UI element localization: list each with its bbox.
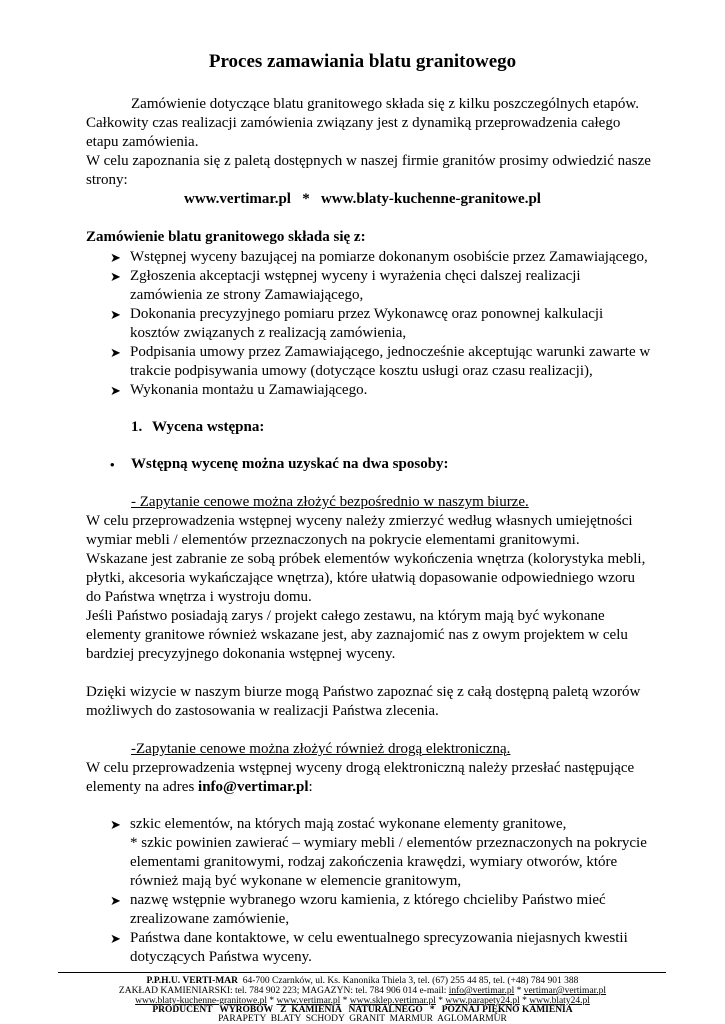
online-subheading: -Zapytanie cenowe można złożyć również drogą elektroniczną. — [131, 741, 511, 757]
online-line-1: W celu przeprowadzenia wstępnej wyceny drogą elektroniczną należy przesłać następujące — [86, 760, 635, 776]
office-line: Jeśli Państwo posiadają zarys / projekt całego zestawu, na którym mają być wykonane — [86, 608, 605, 624]
office-line: W celu przeprowadzenia wstępnej wyceny należy zmierzyć według własnych umiejętności — [86, 513, 633, 529]
online-line-2: elementy na adres info@vertimar.pl: — [86, 779, 313, 795]
arrow-bullet-icon: ➤ — [110, 383, 121, 398]
bullet-dot-icon: • — [110, 457, 115, 472]
arrow-bullet-icon: ➤ — [110, 269, 121, 284]
visit-line: Dzięki wizycie w naszym biurze mogą Państwo zapoznać się z całą dostępną paletą wzorów — [86, 684, 641, 700]
footer-web-link[interactable]: www.blaty-kuchenne-granitowe.pl — [135, 996, 267, 1006]
section-number: 1. — [131, 419, 143, 435]
arrow-bullet-icon: ➤ — [110, 345, 121, 360]
footer-products-line: PARAPETY BLATY SCHODY GRANIT MARMUR AGLOMARMUR — [218, 1014, 507, 1024]
intro-line-1: Zamówienie dotyczące blatu granitowego składa się z kilku poszczególnych etapów. — [131, 96, 640, 112]
footer-email-link[interactable]: info@vertimar.pl — [448, 986, 515, 996]
office-line: wymiar mebli / elementów przeznaczonych na pokrycie elementami granitowymi. — [86, 532, 580, 548]
footer-producer-line: PRODUCENT WYROBÓW Z KAMIENIA NATURALNEGO * POZNAJ PIĘKNO KAMIENIA — [152, 1005, 573, 1015]
footer-company-line: P.P.H.U. VERTI-MAR 64-700 Czarnków, ul. Ks. Kanonika Thiela 3, tel. (67) 255 44 85, tel. (+48) 784 901 388 — [146, 976, 579, 986]
arrow-bullet-icon: ➤ — [110, 250, 121, 265]
office-line: Wskazane jest zabranie ze sobą próbek elementów wykończenia wnętrza (kolorystyka mebli, — [86, 551, 646, 567]
visit-line: możliwych do zastosowania w realizacji Państwa zlecenia. — [86, 703, 439, 719]
document-title: Proces zamawiania blatu granitowego — [208, 51, 517, 72]
intro-line-2: Całkowity czas realizacji zamówienia związany jest z dynamiką przeprowadzenia całego — [86, 115, 621, 131]
steps-heading: Zamówienie blatu granitowego składa się z: — [86, 229, 366, 245]
intro-line-5: strony: — [86, 172, 128, 188]
office-line: do Państwa wnętrza i wystroju domu. — [86, 589, 312, 605]
arrow-bullet-icon: ➤ — [110, 817, 121, 832]
office-line: bardziej precyzyjnego dokonania wstępnej wyceny. — [86, 646, 396, 662]
office-line: elementy granitowe również wskazane jest, aby zaznajomić nas z owym projektem w celu — [86, 627, 628, 643]
office-line: płytki, akcesoria wykańczające wnętrza), które ułatwią dopasowanie odpowiedniego wzoru — [86, 570, 635, 586]
website-links[interactable]: www.vertimar.pl * www.blaty-kuchenne-granitowe.pl — [184, 191, 541, 207]
bullet-heading: Wstępną wycenę można uzyskać na dwa sposoby: — [131, 456, 449, 472]
arrow-bullet-icon: ➤ — [110, 931, 121, 946]
footer-contact-line: ZAKŁAD KAMIENIARSKI: tel. 784 902 223; MAGAZYN: tel. 784 906 014 e-mail: info@vertimar.pl * vertimar@vertimar.pl — [118, 986, 607, 996]
footer-web-link[interactable]: www.parapety24.pl — [445, 996, 520, 1006]
intro-line-4: W celu zapoznania się z paletą dostępnych w naszej firmie granitów prosimy odwiedzić nasze — [86, 153, 651, 169]
footer-web-link[interactable]: www.sklep.vertimar.pl — [349, 996, 436, 1006]
email-link[interactable]: info@vertimar.pl — [198, 779, 309, 795]
section-heading: Wycena wstępna: — [152, 419, 265, 435]
document-page: Proces zamawiania blatu granitowego Zamówienie dotyczące blatu granitowego składa się z kilku poszczególnych etapów. Całkowity czas realizacji zamówienia związany jest z dynamiką przeprowadzenia całego etapu zamówienia. W celu zapoznania się z paletą dostępnych w naszej firmie granitów prosimy odwiedzić nasze strony: www.vertimar.pl * www.blaty-kuchenne-granitowe.pl Zamówienie blatu granitowego składa się z: ➤ Wstępnej wyceny bazującej na pomiarze dokonanym osobiście przez Zamawiającego, ➤ Zgłoszenia akceptacji wstępnej wyceny i wyrażenia chęci dalszej realizacji zamówienia ze strony Zamawiającego, ➤ Dokonania precyzyjnego pomiaru przez Wykonawcę oraz ponownej kalkulacji kosztów związanych z realizacją zamówienia, ➤ Podpisania umowy przez Zamawiającego, jednocześnie akceptując warunki zawarte w trakcie podpisywania umowy (dotyczące kosztu usługi oraz czasu realizacji), ➤ Wykonania montażu u Zamawiającego. 1. Wycena wstępna: • Wstępną wycenę można uzyskać na dwa sposoby: - Zapytanie cenowe można złożyć bezpośrednio w naszym biurze. W celu przeprowadzenia wstępnej wyceny należy zmierzyć według własnych umiejętności wymiar mebli / elementów przeznaczonych na pokrycie elementami granitowymi. Wskazane jest zabranie ze sobą próbek elementów wykończenia wnętrza (kolorystyka mebli, płytki, akcesoria wykańczające wnętrza), które ułatwią dopasowanie odpowiedniego wzoru do Państwa wnętrza i wystroju domu. Jeśli Państwo posiadają zarys / projekt całego zestawu, na którym mają być wykonane elementy granitowe również wskazane jest, aby zaznajomić nas z owym projektem w celu bardziej precyzyjnego dokonania wstępnej wyceny. Dzięki wizycie w naszym biurze mogą Państwo zapoznać się z całą dostępną paletą wzorów możliwych do zastosowania w realizacji Państwa zlecenia. -Zapytanie cenowe można złożyć również drogą elektroniczną. W celu przeprowadzenia wstępnej wyceny drogą elektroniczną należy przesłać następujące elementy na adres info@vertimar.pl: ➤ szkic elementów, na których mają zostać wykonane elementy granitowe, * szkic powinien zawierać – wymiary mebli / elementów przeznaczonych na pokrycie elementami granitowymi, rodzaj zakończenia krawędzi, wymiary otworów, które również mają być wykonane w elemencie granitowym, ➤ nazwę wstępnie wybranego wzoru kamienia, z którego chcieliby Państwo mieć zrealizowane zamówienie, ➤ Państwa dane kontaktowe, w celu ewentualnego sprecyzowania niejasnych kwestii dotyczących Państwa wyceny. P.P.H.U. VERTI-MAR 64-700 Czarnków, ul. Ks. Kanonika Thiela 3, tel. (67) 255 44 85, tel. (+48) 784 901 388 ZAKŁAD KAMIENIARSKI: tel. 784 902 223; MAGAZYN: tel. 784 906 014 e-mail: info@vertimar.pl * vertimar@vertimar.pl www.blaty-kuchenne-granitowe.pl * www.vertimar.pl * www.sklep.vertimar.pl * www.parapety24.pl * www.blaty24.pl PRODUCENT WYROBÓW Z KAMIENIA NATURALNEGO * POZNAJ PIĘKNO KAMIENIA PARAPETY BLATY SCHODY GRANIT MARMUR AGLOMARMUR — [0, 0, 725, 1024]
intro-line-3: etapu zamówienia. — [86, 134, 199, 150]
footer-divider — [58, 972, 666, 973]
footer-web-link[interactable]: www.vertimar.pl — [276, 996, 341, 1006]
arrow-bullet-icon: ➤ — [110, 893, 121, 908]
office-subheading: - Zapytanie cenowe można złożyć bezpośrednio w naszym biurze. — [131, 494, 529, 510]
footer-web-link[interactable]: www.blaty24.pl — [529, 996, 590, 1006]
arrow-bullet-icon: ➤ — [110, 307, 121, 322]
footer-email-link[interactable]: vertimar@vertimar.pl — [523, 986, 607, 996]
footer-web-line: www.blaty-kuchenne-granitowe.pl * www.vertimar.pl * www.sklep.vertimar.pl * www.parapety24.pl * www.blaty24.pl — [135, 996, 590, 1006]
